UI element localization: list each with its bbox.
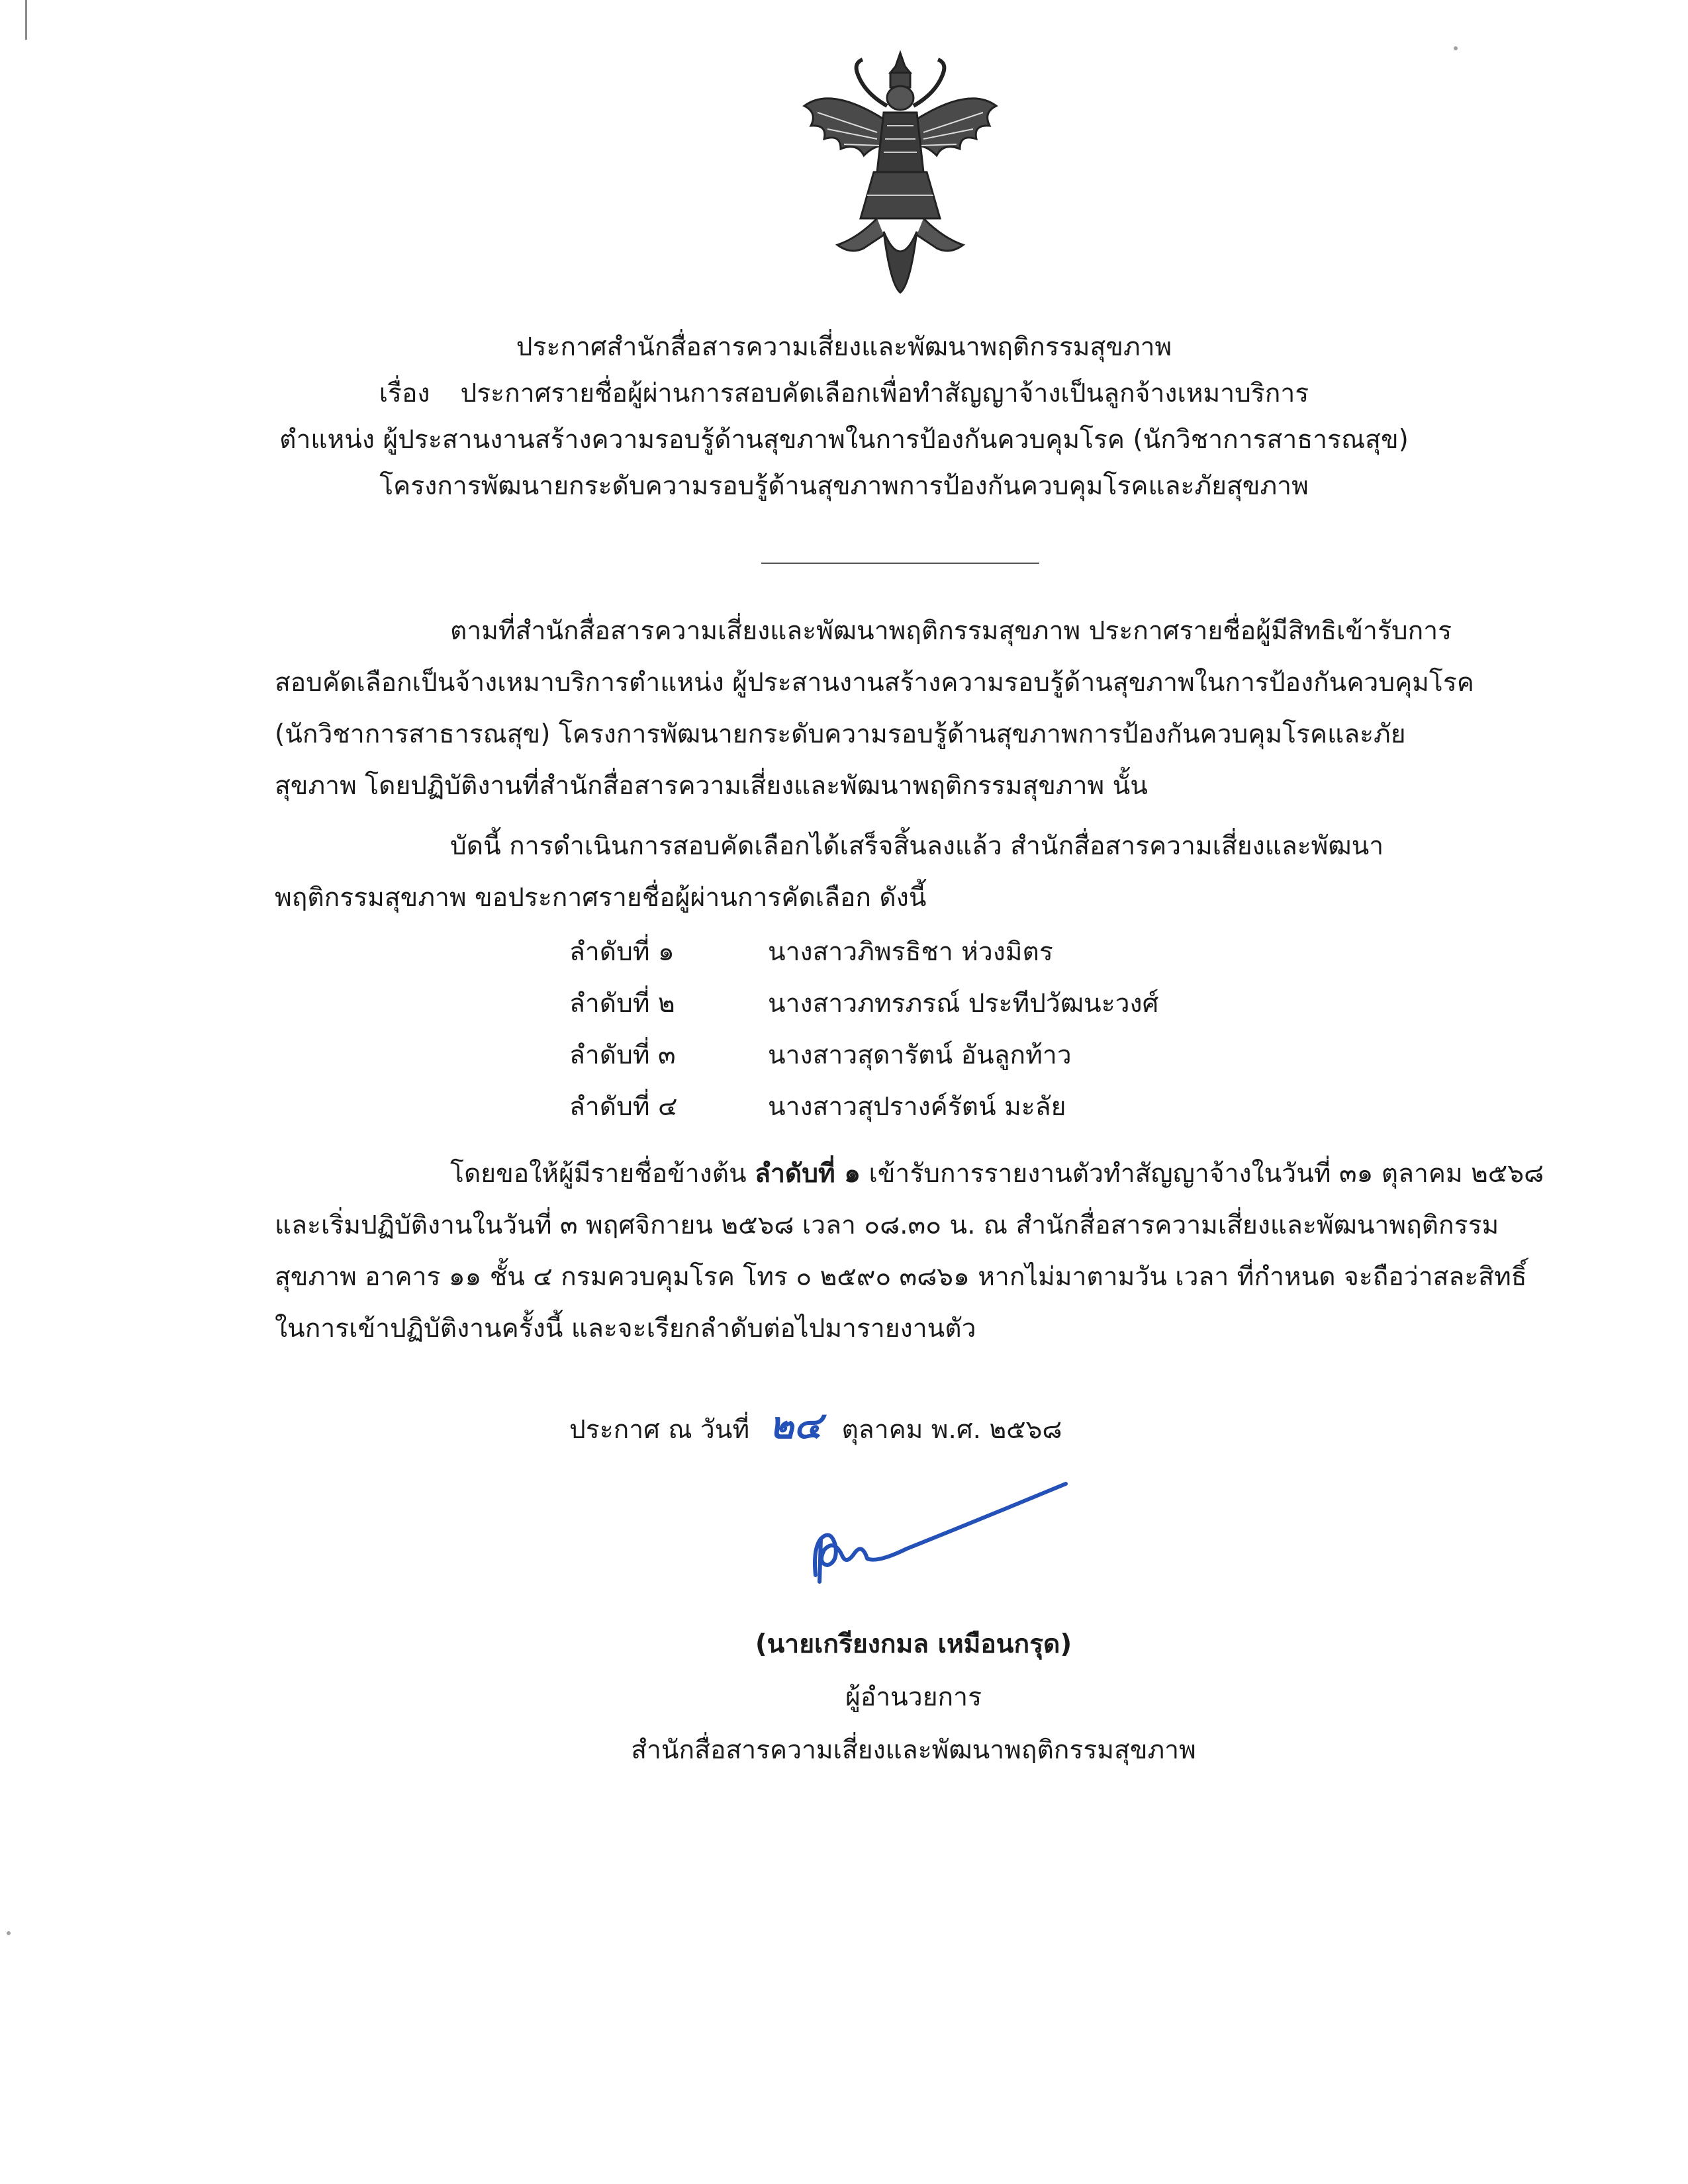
signer-name: (นายเกรียงกมล เหมือนกรุด) [755,1629,1072,1659]
subject-text: ประกาศรายชื่อผู้ผ่านการสอบคัดเลือกเพื่อทำสัญญาจ้างเป็นลูกจ้างเหมาบริการ [460,379,1309,408]
header-divider [761,563,1039,564]
signer-title: ผู้อำนวยการ [845,1682,982,1712]
subject-label: เรื่อง [379,379,430,408]
scan-edge-mark [25,0,27,40]
list-item [569,927,1158,978]
highlight-rank: ลำดับที่ ๑ [755,1159,861,1189]
paragraph-line: (นักวิชาการสาธารณสุข) โครงการพัฒนายกระดับความรอบรู้ด้านสุขภาพการป้องกันควบคุมโรคและภัย [275,719,1406,749]
paragraph-line: บัดนี้ การดำเนินการสอบคัดเลือกได้เสร็จสิ้นลงแล้ว สำนักสื่อสารความเสี่ยงและพัฒนา [450,831,1384,861]
garuda-emblem-icon [791,46,1009,298]
signer-block [516,1618,1311,1777]
paragraph-line: สุขภาพ อาคาร ๑๑ ชั้น ๔ กรมควบคุมโรค โทร ๐ ๒๕๙๐ ๓๘๖๑ หากไม่มาตามวัน เวลา ที่กำหนด จะถือว่าสละสิทธิ์ [275,1262,1527,1292]
paragraph-line: ในการเข้าปฏิบัติงานครั้งนี้ และจะเรียกลำดับต่อไปมารายงานตัว [275,1314,976,1343]
list-item [569,978,1158,1030]
position-line: ตำแหน่ง ผู้ประสานงานสร้างความรอบรู้ด้านสุขภาพในการป้องกันควบคุมโรค (นักวิชาการสาธารณสุข) [279,425,1409,455]
ranking-list [569,927,1158,1133]
project-line: โครงการพัฒนายกระดับความรอบรู้ด้านสุขภาพการป้องกันควบคุมโรคและภัยสุขภาพ [379,471,1309,501]
candidate-name: นางสาวภิพรธิชา ห่วงมิตร [768,937,1053,967]
paragraph-line [275,1148,1544,1200]
signature-icon [801,1476,1079,1588]
paragraph-instructions [275,1148,1544,1355]
date-suffix: ตุลาคม พ.ศ. ๒๕๖๘ [841,1414,1062,1445]
subject-line [199,371,1489,417]
candidate-name: นางสาวสุดารัตน์ อันลูกท้าว [768,1040,1072,1070]
candidate-name: นางสาวภทรภรณ์ ประทีปวัฒนะวงศ์ [768,989,1159,1019]
candidate-name: นางสาวสุปรางค์รัตน์ มะลัย [768,1092,1066,1122]
list-item [569,1081,1158,1133]
paragraph-background [275,606,1526,812]
handwritten-day: ๒๔ [769,1404,822,1447]
rank-label: ลำดับที่ ๒ [569,989,675,1019]
paragraph-text: เข้ารับการรายงานตัวทำสัญญาจ้างในวันที่ ๓๑ ตุลาคม ๒๕๖๘ [861,1159,1544,1189]
paragraph-line: ตามที่สำนักสื่อสารความเสี่ยงและพัฒนาพฤติกรรมสุขภาพ ประกาศรายชื่อผู้มีสิทธิเข้ารับการ [450,616,1452,646]
signer-office: สำนักสื่อสารความเสี่ยงและพัฒนาพฤติกรรมสุขภาพ [631,1735,1196,1765]
date-prefix: ประกาศ ณ วันที่ [569,1414,750,1445]
paragraph-line: สุขภาพ โดยปฏิบัติงานที่สำนักสื่อสารความเสี่ยงและพัฒนาพฤติกรรมสุขภาพ นั้น [275,771,1148,801]
paragraph-text: โดยขอให้ผู้มีรายชื่อข้างต้น [450,1159,755,1189]
agency-announcement-line: ประกาศสำนักสื่อสารความเสี่ยงและพัฒนาพฤติกรรมสุขภาพ [516,332,1172,362]
rank-label: ลำดับที่ ๑ [569,937,675,967]
paragraph-result [275,821,1526,924]
announcement-header [199,324,1489,510]
scan-speck [7,1931,11,1935]
paragraph-line: พฤติกรรมสุขภาพ ขอประกาศรายชื่อผู้ผ่านการคัดเลือก ดังนี้ [275,883,927,913]
rank-label: ลำดับที่ ๔ [569,1092,678,1122]
paragraph-line: สอบคัดเลือกเป็นจ้างเหมาบริการตำแหน่ง ผู้ประสานงานสร้างความรอบรู้ด้านสุขภาพในการป้องกันควบคุมโรค [275,668,1474,698]
announcement-date [569,1400,1062,1459]
rank-label: ลำดับที่ ๓ [569,1040,676,1070]
list-item [569,1030,1158,1081]
paragraph-line: และเริ่มปฏิบัติงานในวันที่ ๓ พฤศจิกายน ๒๕๖๘ เวลา ๐๘.๓๐ น. ณ สำนักสื่อสารความเสี่ยงและพัฒนาพฤติกรรม [275,1210,1499,1240]
scan-speck [1454,46,1458,50]
